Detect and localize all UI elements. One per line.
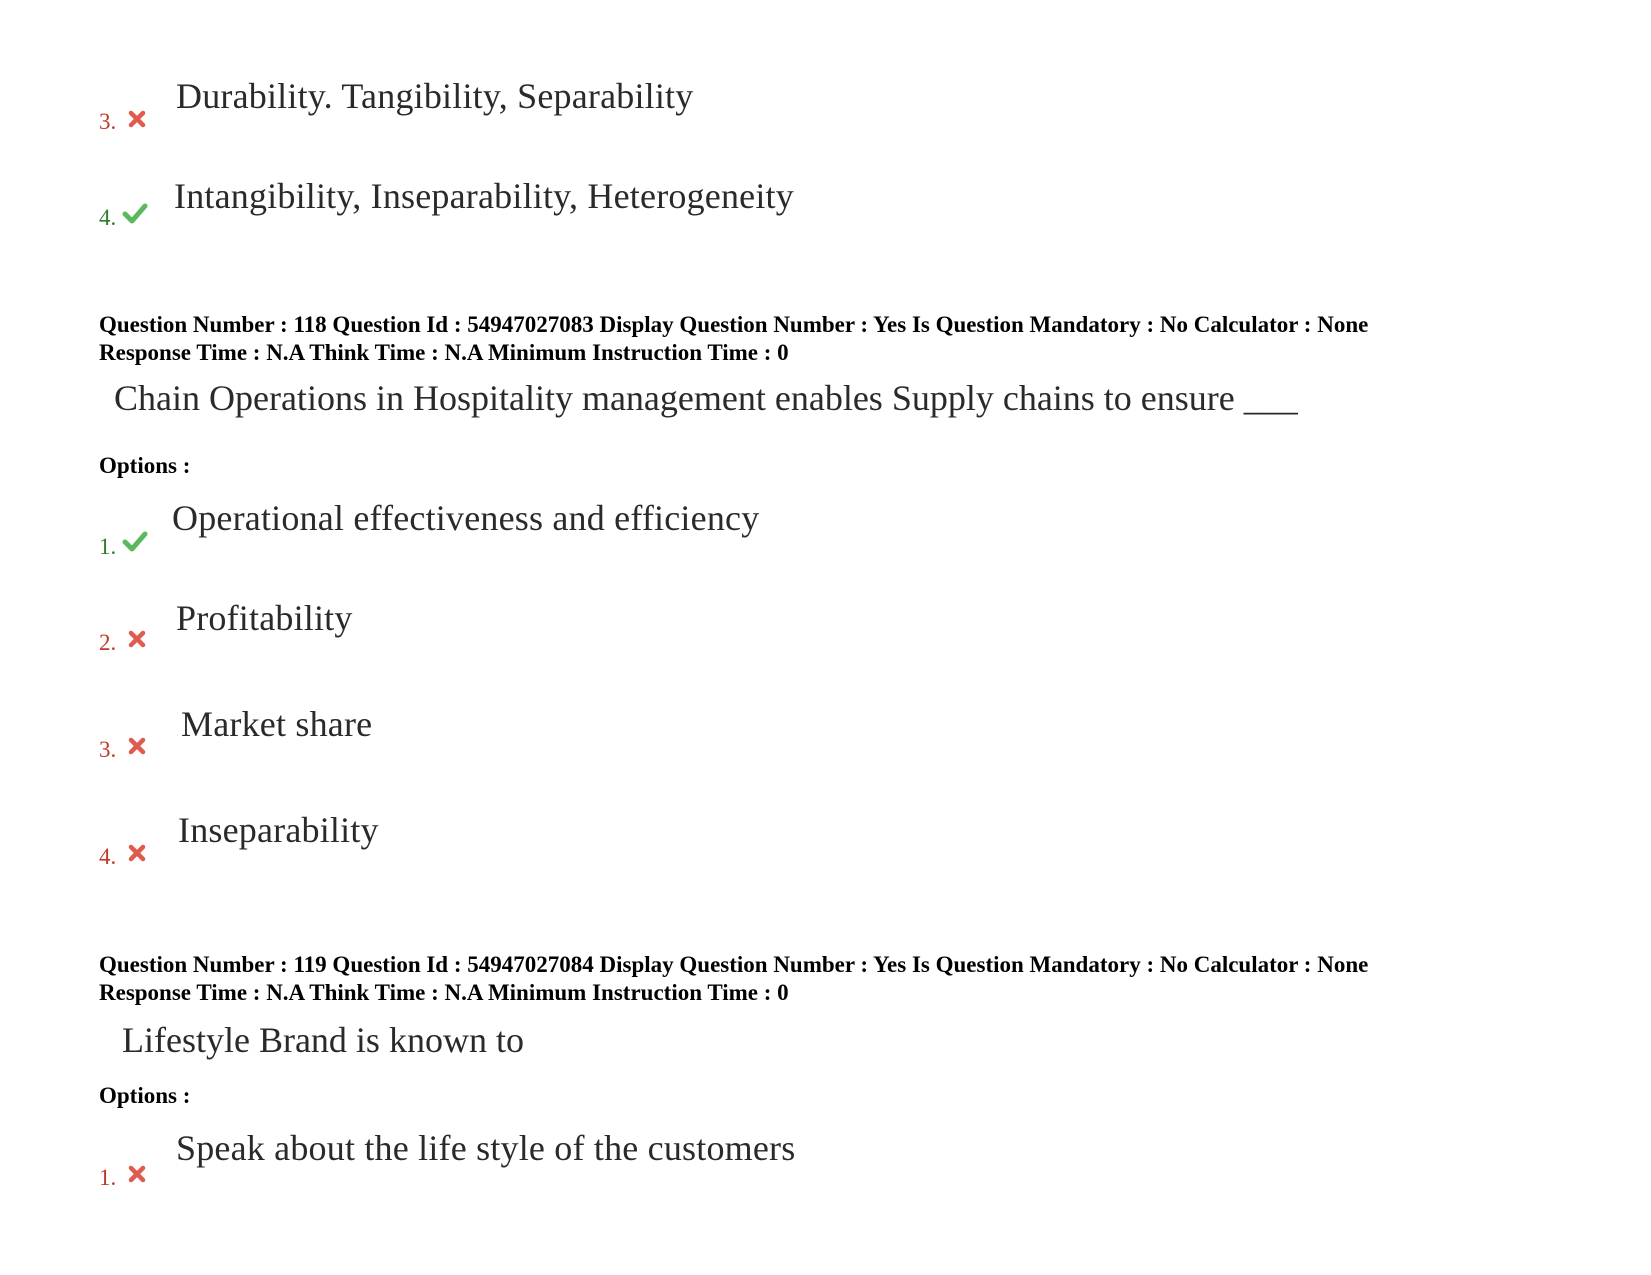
cross-icon — [124, 735, 150, 757]
option-number: 4. — [99, 205, 117, 230]
question-meta-line1: Question Number : 119 Question Id : 54947027084 Display Question Number : Yes Is Question Mandatory : No Calculator : None — [99, 952, 1369, 977]
option-text: Inseparability — [178, 810, 379, 850]
option-text: Intangibility, Inseparability, Heterogeneity — [174, 176, 794, 216]
option-text: Market share — [181, 704, 373, 744]
options-label: Options : — [99, 453, 191, 478]
option-number: 1. — [99, 534, 117, 559]
option-text: Durability. Tangibility, Separability — [176, 76, 694, 116]
option-text: Profitability — [176, 598, 353, 638]
check-icon — [122, 530, 148, 552]
question-meta-line1: Question Number : 118 Question Id : 54947027083 Display Question Number : Yes Is Question Mandatory : No Calculator : None — [99, 312, 1369, 337]
cross-icon — [124, 628, 150, 650]
question-text: Lifestyle Brand is known to — [122, 1020, 524, 1060]
option-text: Operational effectiveness and efficiency — [172, 498, 760, 538]
question-meta-line2: Response Time : N.A Think Time : N.A Minimum Instruction Time : 0 — [99, 980, 789, 1005]
option-number: 4. — [99, 844, 117, 869]
options-label: Options : — [99, 1083, 191, 1108]
check-icon — [122, 202, 148, 224]
option-text: Speak about the life style of the customers — [176, 1128, 796, 1168]
cross-icon — [124, 108, 150, 130]
option-number: 2. — [99, 630, 117, 655]
cross-icon — [124, 842, 150, 864]
option-number: 1. — [99, 1165, 117, 1190]
option-number: 3. — [99, 737, 117, 762]
cross-icon — [124, 1163, 150, 1185]
option-number: 3. — [99, 109, 117, 134]
question-meta-line2: Response Time : N.A Think Time : N.A Minimum Instruction Time : 0 — [99, 340, 789, 365]
question-text: Chain Operations in Hospitality management enables Supply chains to ensure ___ — [114, 378, 1298, 418]
